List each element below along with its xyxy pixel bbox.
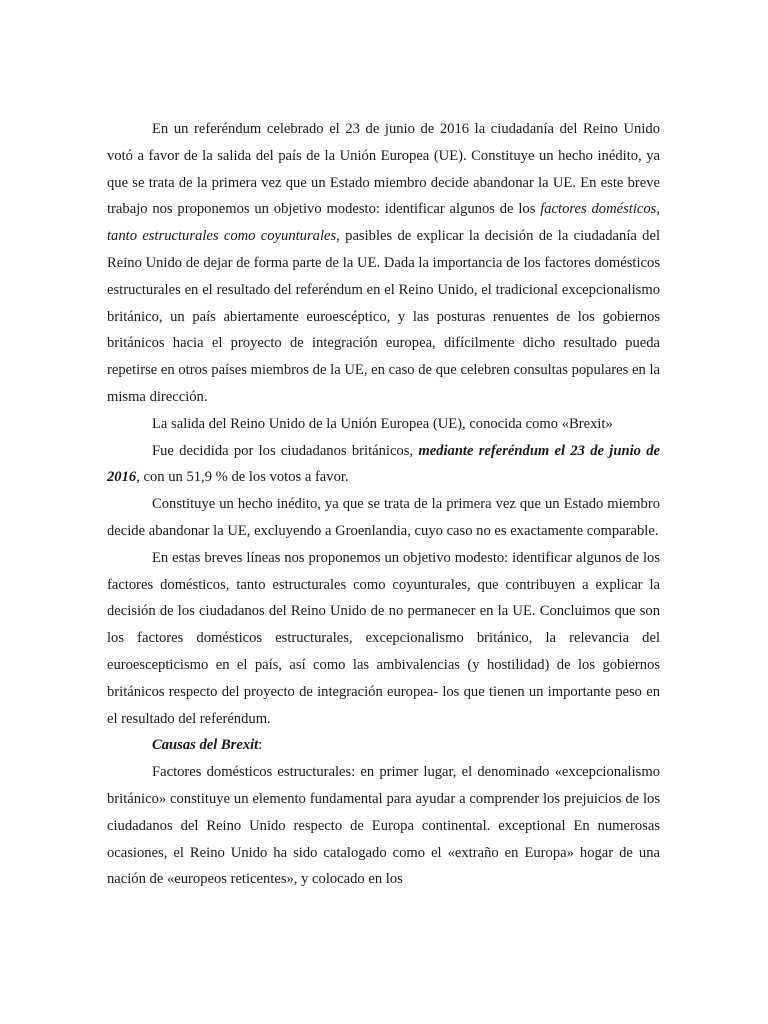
paragraph-referendum bbox=[107, 438, 660, 492]
document-body bbox=[107, 116, 660, 893]
paragraph-structural-factors bbox=[107, 759, 660, 893]
paragraph-referendum-text-c: , con un 51,9 % de los votos a favor. bbox=[136, 469, 349, 486]
paragraph-referendum-bold-italic: mediante referéndum el 23 de junio de 2016 bbox=[107, 442, 660, 486]
section-heading bbox=[107, 732, 660, 759]
section-heading-text: Causas del Brexit bbox=[152, 737, 259, 754]
paragraph-intro-italic: factores domésticos, tanto estructurales como coyunturales bbox=[107, 201, 660, 245]
paragraph-unprecedented-text: Constituye un hecho inédito, ya que se trata de la primera vez que un Estado miembro decide abandonar la UE, excluyendo a Groenlandia, cuyo caso no es exactamente comparable. bbox=[107, 496, 660, 539]
paragraph-objective bbox=[107, 545, 660, 733]
paragraph-intro bbox=[107, 116, 660, 411]
paragraph-structural-factors-text: Factores domésticos estructurales: en primer lugar, el denominado «excepcionalismo británico» constituye un elemento fundamental para ayudar a comprender los prejuicios de los ciudadanos del Reino Unido respecto de Europa continental. exceptional En numerosas ocasiones, el Reino Unido ha sido catalogado como el «extraño en Europa» hogar de una nación de «europeos reticentes», y colocado en los bbox=[107, 764, 660, 888]
paragraph-intro-text-c: , pasibles de explicar la decisión de la ciudadanía del Reino Unido de dejar de forma parte de la UE. Dada la importancia de los factores domésticos estructurales en el resultado del referéndum en el Reino Unido, el tradicional excepcionalismo británico, un país abiertamente euroescéptico, y las posturas renuentes de los gobiernos británicos hacia el proyecto de integración europea, difícilmente dicho resultado pueda repetirse en otros países miembros de la UE, en caso de que celebren consultas populares en la misma dirección. bbox=[107, 228, 660, 405]
paragraph-referendum-text-a: Fue decidida por los ciudadanos británicos, bbox=[152, 442, 419, 459]
paragraph-unprecedented bbox=[107, 491, 660, 545]
paragraph-intro-text-a: En un referéndum celebrado el 23 de junio de 2016 la ciudadanía del Reino Unido votó a favor de la salida del país de la Unión Europea (UE). Constituye un hecho inédito, ya que se trata de la primera vez que un Estado miembro decide abandonar la UE. En este breve trabajo nos proponemos un objetivo modesto: identificar algunos de los bbox=[107, 121, 660, 218]
paragraph-objective-text: En estas breves líneas nos proponemos un objetivo modesto: identificar algunos de los factores domésticos, tanto estructurales como coyunturales, que contribuyen a explicar la decisión de los ciudadanos del Reino Unido de no permanecer en la UE. Concluimos que son los factores domésticos estructurales, excepcionalismo británico, la relevancia del euroescepticismo en el país, así como las ambivalencias (y hostilidad) de los gobiernos británicos respecto del proyecto de integración europea- los que tienen un importante peso en el resultado del referéndum. bbox=[107, 549, 660, 727]
paragraph-brexit-definition bbox=[107, 411, 660, 438]
paragraph-brexit-definition-text: La salida del Reino Unido de la Unión Europea (UE), conocida como «Brexit» bbox=[152, 415, 613, 432]
section-heading-suffix: : bbox=[258, 737, 263, 754]
